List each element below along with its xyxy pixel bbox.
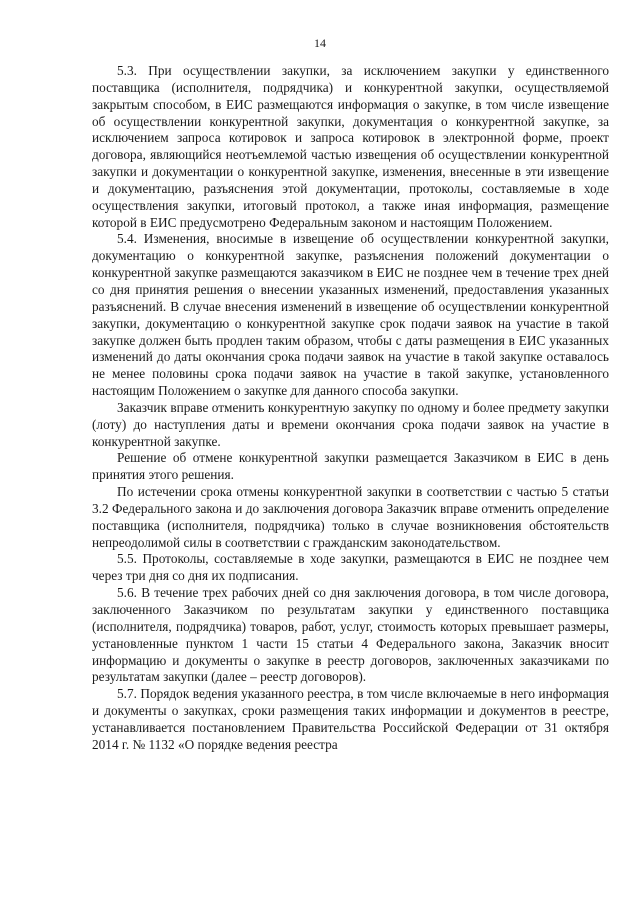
paragraph-5-6: 5.6. В течение трех рабочих дней со дня заключения договора, в том числе договора, заключенного Заказчиком по результатам закупки у единственного поставщика (исполнителя, подрядчика) товаров, работ, услуг, стоимость которых превышает размеры, установленные пунктом 1 части 15 статьи 4 Федерального закона, Заказчик вносит информацию и документы о закупке в реестр договоров, заключенных заказчиками по результатам закупки (далее – реестр договоров). xyxy=(92,585,609,685)
paragraph-5-3: 5.3. При осуществлении закупки, за исключением закупки у единственного поставщика (исполнителя, подрядчика) и конкурентной закупки, осуществляемой закрытым способом, в ЕИС размещаются информация о закупке, в том числе извещение об осуществлении конкурентной закупки, документация о конкурентной закупке, за исключением запроса котировок и запроса котировок в электронной форме, проект договора, являющийся неотъемлемой частью извещения об осуществлении конкурентной закупки и документации о конкурентной закупке, изменения, внесенные в эти извещение и документацию, разъяснения этой документации, протоколы, составляемые в ходе осуществления закупки, итоговый протокол, а также иная информация, размещение которой в ЕИС предусмотрено Федеральным законом и настоящим Положением. xyxy=(92,63,609,230)
paragraph-cancel-force-majeure: По истечении срока отмены конкурентной закупки в соответствии с частью 5 статьи 3.2 Федерального закона и до заключения договора Заказчик вправе отменить определение поставщика (исполнителя, подрядчика) только в случае возникновения обстоятельств непреодолимой силы в соответствии с гражданским законодательством. xyxy=(92,484,609,550)
paragraph-cancel-right: Заказчик вправе отменить конкурентную закупку по одному и более предмету закупки (лоту) до наступления даты и времени окончания срока подачи заявок на участие в конкурентной закупке. xyxy=(92,399,609,449)
paragraph-5-4: 5.4. Изменения, вносимые в извещение об осуществлении конкурентной закупки, документацию о конкурентной закупке, разъяснения положений документации о конкурентной закупке размещаются заказчиком в ЕИС не позднее чем в течение трех дней со дня принятия решения о внесении указанных изменений, предоставления указанных разъяснений. В случае внесения изменений в извещение об осуществлении конкурентной закупки, документацию о конкурентной закупке срок подачи заявок на участие в такой закупке должен быть продлен таким образом, чтобы с даты размещения в ЕИС указанных изменений до даты окончания срока подачи заявок на участие в такой закупке оставалось не менее половины срока подачи заявок на участие в такой закупке, установленного настоящим Положением о закупке для данного способа закупки. xyxy=(92,231,609,399)
page-number: 14 xyxy=(314,36,326,50)
document-body xyxy=(92,63,609,754)
paragraph-5-5: 5.5. Протоколы, составляемые в ходе закупки, размещаются в ЕИС не позднее чем через три дня со дня их подписания. xyxy=(92,551,609,584)
paragraph-cancel-decision: Решение об отмене конкурентной закупки размещается Заказчиком в ЕИС в день принятия этого решения. xyxy=(92,450,609,483)
paragraph-5-7: 5.7. Порядок ведения указанного реестра, в том числе включаемые в него информация и документы о закупках, сроки размещения таких информации и документов в реестре, устанавливается постановлением Правительства Российской Федерации от 31 октября 2014 г. № 1132 «О порядке ведения реестра xyxy=(92,686,609,752)
